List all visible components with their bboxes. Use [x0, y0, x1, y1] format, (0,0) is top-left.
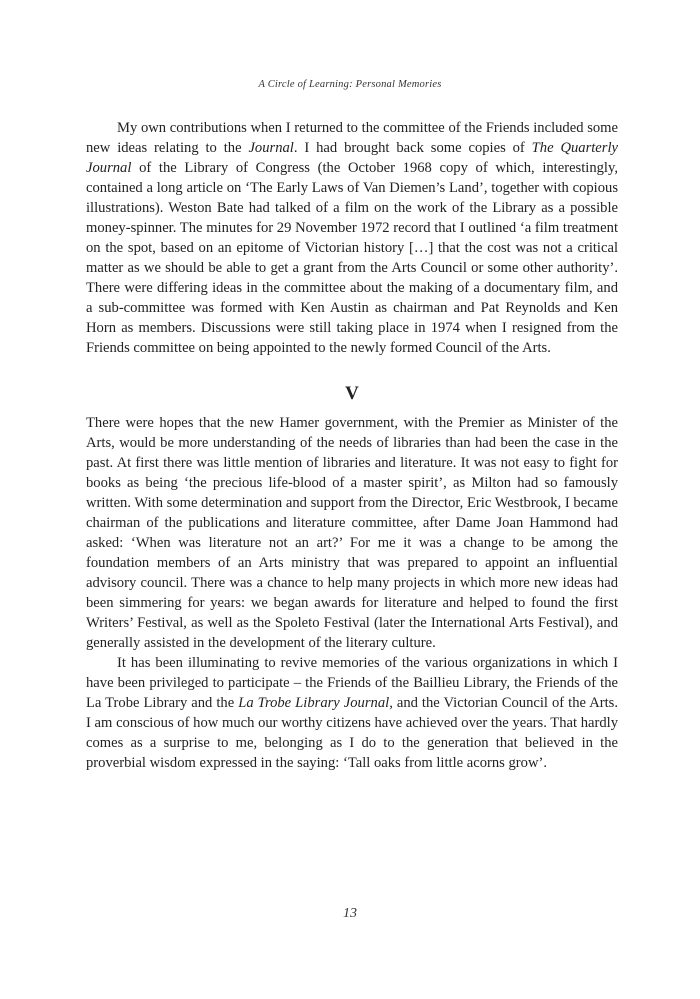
paragraph-closing: [86, 653, 618, 773]
journal-title: Journal: [248, 140, 294, 156]
running-head: A Circle of Learning: Personal Memories: [258, 79, 442, 90]
journal-title: La Trobe Library Journal: [238, 695, 390, 711]
paragraph-friends-committee: [86, 118, 618, 358]
section-v-text: [86, 383, 618, 773]
paragraph-arts-council: There were hopes that the new Hamer government, with the Premier as Minister of the Arts, would be more understanding of the needs of libraries than had been the case in the past. At first there was little mention of libraries and literature. It was not easy to fight for books as being ‘the precious life-blood of a master spirit’, as Milton had so famously written. With some determination and support from the Director, Eric Westbrook, I became chairman of the publications and literature committee, after Dame Joan Hammond had asked: ‘When was literature not an art?’ For me it was a change to be among the foundation members of an Arts ministry that was prepared to appoint an influential advisory council. There was a chance to help many projects in which more new ideas had been simmering for years: we began awards for literature and helped to found the first Writers’ Festival, as well as the Spoleto Festival (later the International Arts Festival), and generally assisted in the development of the literary culture.: [86, 415, 618, 651]
section-iv-text: [86, 118, 618, 358]
paragraph-text: , and the Victorian Council of the Arts. I am conscious of how much our worthy citizens have achieved over the years. That hardly comes as a surprise to me, belonging as I do to the generation that believed in the proverbial wisdom expressed in the saying: ‘Tall oaks from little acorns grow’.: [86, 695, 618, 771]
journal-title: The Quarterly Journal: [86, 140, 618, 176]
paragraph-text: It has been illuminating to revive memories of the various organizations in which I have been privileged to participate – the Friends of the Baillieu Library, the Friends of the La Trobe Library and the: [86, 655, 618, 711]
section-heading: V: [345, 383, 359, 404]
page-number: 13: [343, 906, 357, 921]
paragraph-text: of the Library of Congress (the October 1968 copy of which, interestingly, contained a long article on ‘The Early Laws of Van Diemen’s Land’, together with copious illustrations). Weston Bate had talked of a film on the work of the Library as a possible money-spinner. The minutes for 29 November 1972 record that I outlined ‘a film treatment on the spot, based on an epitome of Victorian history […] that the cost was not a critical matter as we should be able to get a grant from the Arts Council or some other authority’. There were differing ideas in the committee about the making of a documentary film, and a sub-committee was formed with Ken Austin as chairman and Pat Reynolds and Ken Horn as members. Discussions were still taking place in 1974 when I resigned from the Friends committee on being appointed to the newly formed Council of the Arts.: [86, 160, 618, 356]
paragraph-text: My own contributions when I returned to the committee of the Friends included some new ideas relating to the: [86, 120, 618, 156]
paragraph-text: . I had brought back some copies of: [293, 140, 532, 156]
